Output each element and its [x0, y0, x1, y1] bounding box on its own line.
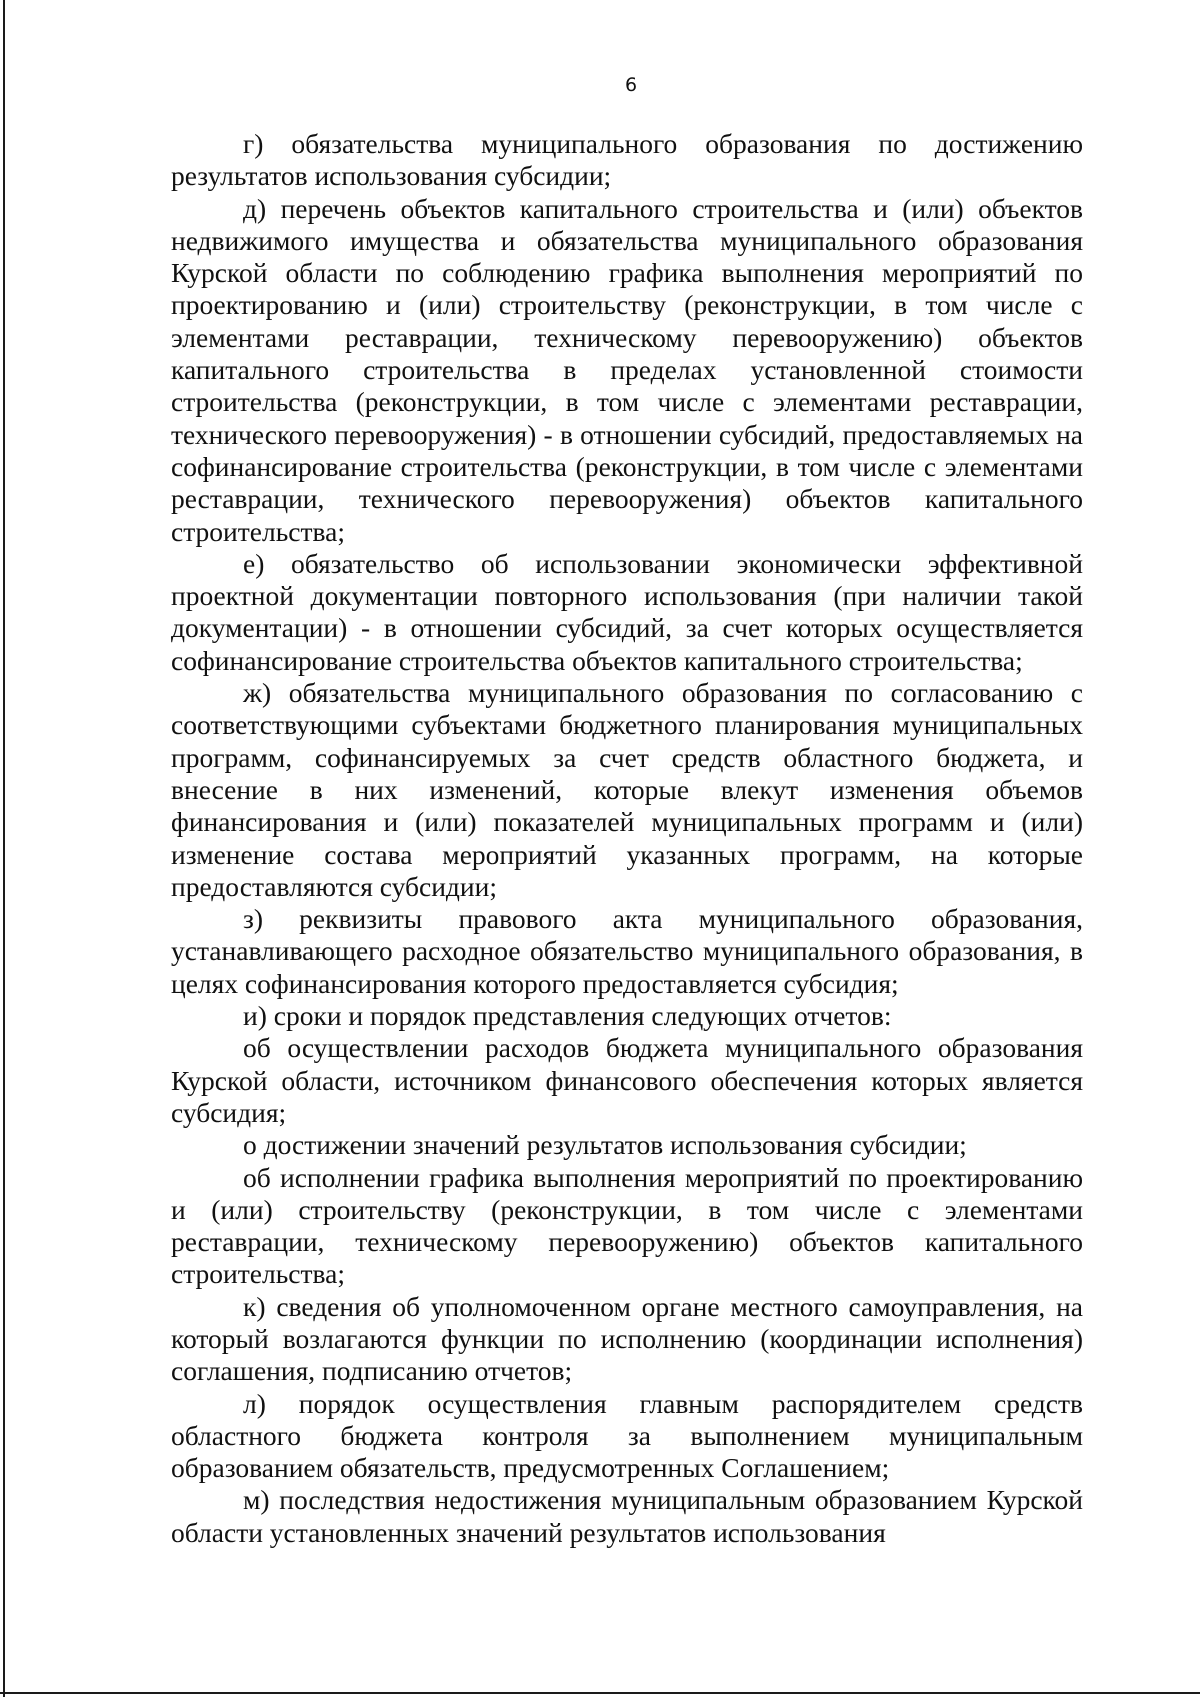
paragraph-i: и) сроки и порядок представления следующих отчетов:	[243, 1000, 892, 1032]
paragraph-report-schedule: об исполнении графика выполнения мероприятий по проектированию и (или) строительству (реконструкции, в том числе с элементами реставрации, техническому перевооружению) объектов капитального строительства;	[171, 1161, 1083, 1290]
paragraph-d: д) перечень объектов капитального строительства и (или) объектов недвижимого имущества и обязательства муниципального образования Курской области по соблюдению графика выполнения мероприятий по проектированию и (или) строительству (реконструкции, в том числе с элементами реставрации, техническому перевооружению) объектов капитального строительства в пределах установленной стоимости строительства (реконструкции, в том числе с элементами реставрации, технического перевооружения) - в отношении субсидий, предоставляемых на софинансирование строительства (реконструкции, в том числе с элементами реставрации, технического перевооружения) объектов капитального строительства;	[171, 192, 1083, 547]
paragraph-zh: ж) обязательства муниципального образования по согласованию с соответствующими субъектами бюджетного планирования муниципальных программ, софинансируемых за счет средств областного бюджета, и внесение в них изменений, которые влекут изменения объемов финансирования и (или) показателей муниципальных программ и (или) изменение состава мероприятий указанных программ, на которые предоставляются субсидии;	[171, 677, 1083, 902]
scan-edge-left	[3, 0, 5, 1697]
scan-edge-bottom	[0, 1692, 1200, 1694]
paragraph-e: е) обязательство об использовании экономически эффективной проектной документации повторного использования (при наличии такой документации) - в отношении субсидий, за счет которых осуществляется софинансирование строительства объектов капитального строительства;	[171, 547, 1083, 676]
paragraph-m: м) последствия недостижения муниципальным образованием Курской области установленных значений результатов использования	[171, 1484, 1083, 1548]
paragraph-k: к) сведения об уполномоченном органе местного самоуправления, на который возлагаются функции по исполнению (координации исполнения) соглашения, подписанию отчетов;	[171, 1290, 1083, 1387]
paragraph-z: з) реквизиты правового акта муниципального образования, устанавливающего расходное обязательство муниципального образования, в целях софинансирования которого предоставляется субсидия;	[171, 903, 1083, 999]
document-body	[171, 128, 1083, 1549]
paragraph-report-results: о достижении значений результатов использования субсидии;	[243, 1129, 967, 1161]
paragraph-report-expenses: об осуществлении расходов бюджета муниципального образования Курской области, источником финансового обеспечения которых является субсидия;	[171, 1032, 1083, 1128]
paragraph-g: г) обязательства муниципального образования по достижению результатов использования субсидии;	[171, 128, 1083, 192]
paragraph-l: л) порядок осуществления главным распорядителем средств областного бюджета контроля за выполнением муниципальным образованием обязательств, предусмотренных Соглашением;	[171, 1387, 1083, 1484]
page-number: 6	[624, 74, 638, 96]
